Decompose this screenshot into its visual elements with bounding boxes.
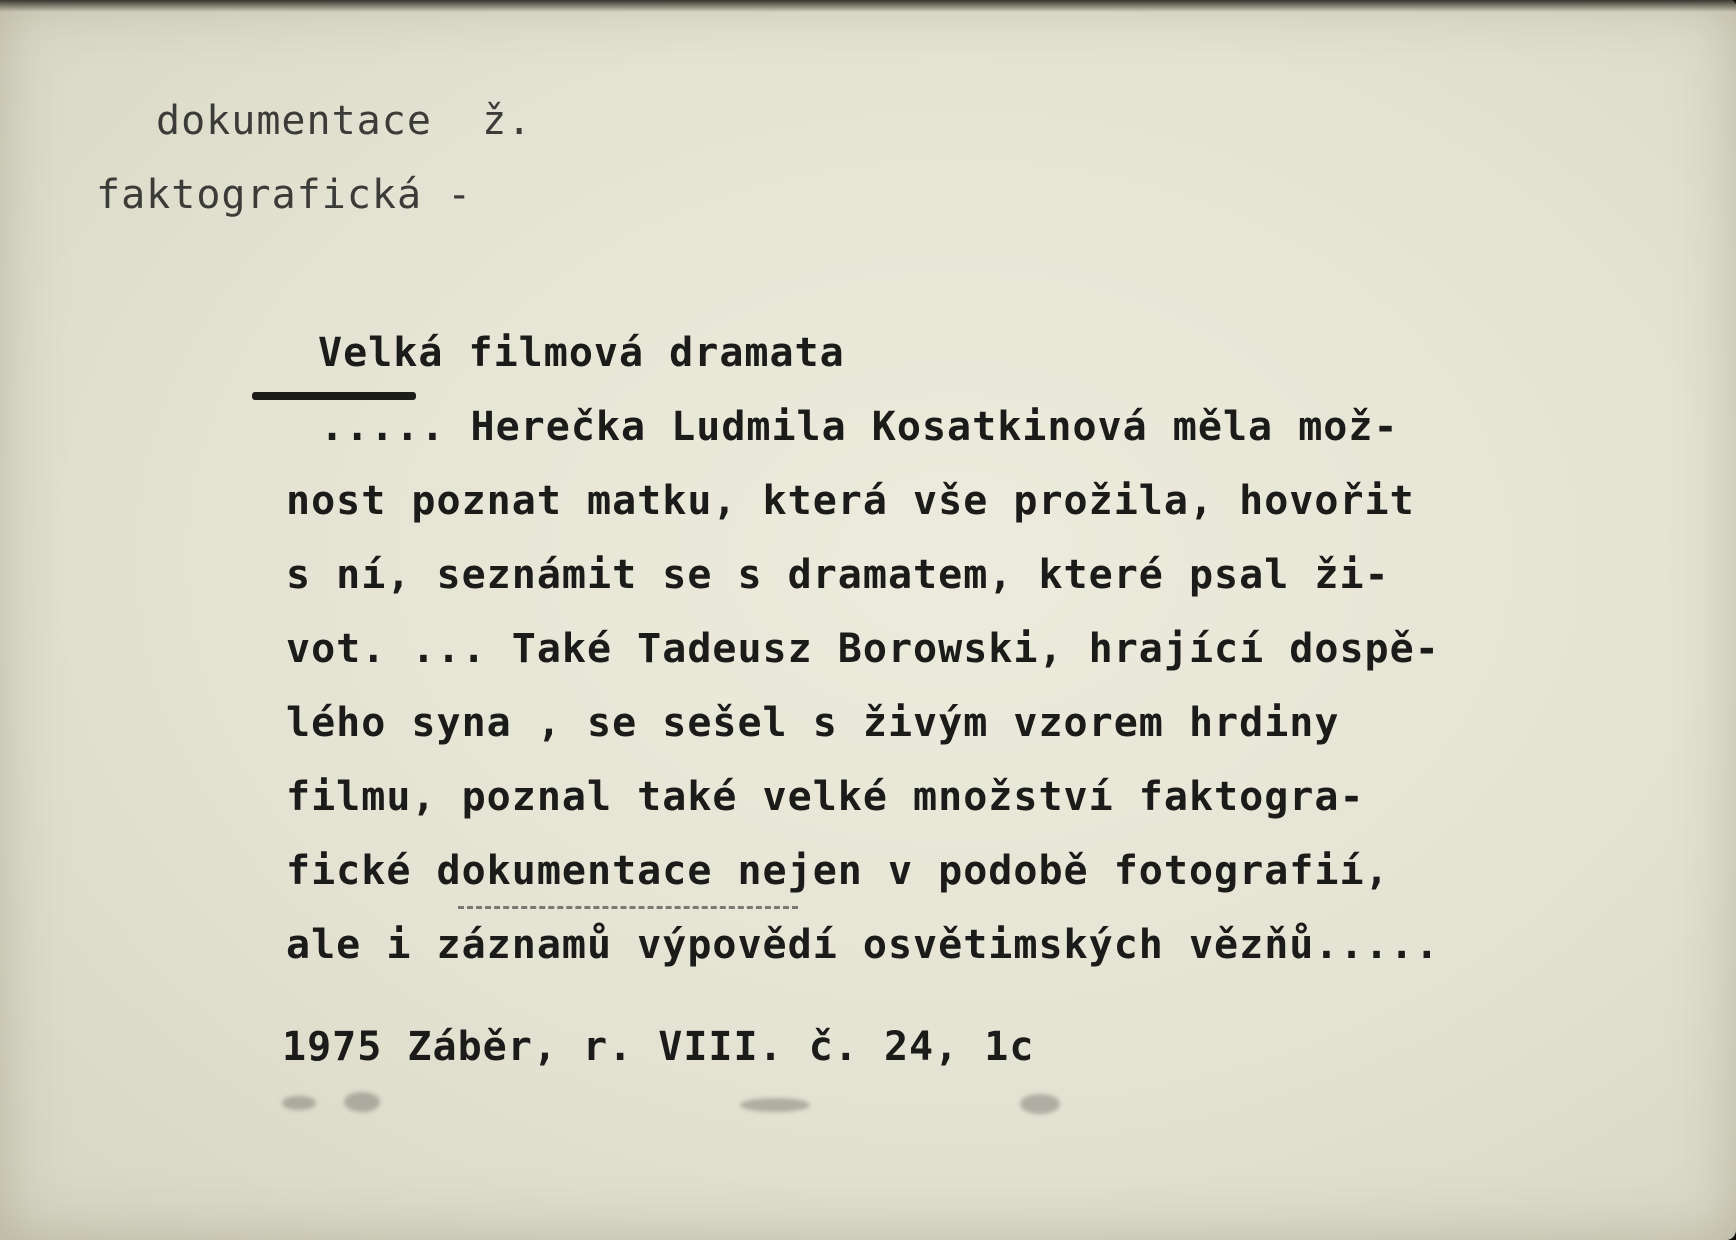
source-citation: 1975 Záběr, r. VIII. č. 24, 1c xyxy=(282,1024,1035,1070)
excerpt-line: ..... Herečka Ludmila Kosatkinová měla mož- xyxy=(320,404,1399,450)
article-title: Velká filmová dramata xyxy=(318,330,845,376)
excerpt-line: filmu, poznal také velké množství faktogra- xyxy=(286,774,1365,820)
ink-smudge xyxy=(740,1098,810,1112)
excerpt-line: ale i záznamů výpovědí osvětimských vězňů..... xyxy=(286,922,1440,968)
keyword-underline xyxy=(458,906,798,909)
ink-smudge xyxy=(344,1092,380,1112)
excerpt-line: s ní, seznámit se s dramatem, které psal ži- xyxy=(286,552,1390,598)
card-top-edge xyxy=(0,0,1736,12)
excerpt-line: fické dokumentace nejen v podobě fotografií, xyxy=(286,848,1390,894)
title-underline xyxy=(252,392,416,400)
ink-smudge xyxy=(1020,1094,1060,1114)
excerpt-line: lého syna , se sešel s živým vzorem hrdiny xyxy=(286,700,1340,746)
excerpt-line: vot. ... Také Tadeusz Borowski, hrající dospě- xyxy=(286,626,1440,672)
excerpt-line: nost poznat matku, která vše prožila, hovořit xyxy=(286,478,1415,524)
ink-smudge xyxy=(282,1096,316,1110)
subject-heading-line-2: faktografická - xyxy=(96,172,473,218)
subject-heading-line-1: dokumentace ž. xyxy=(156,98,533,144)
